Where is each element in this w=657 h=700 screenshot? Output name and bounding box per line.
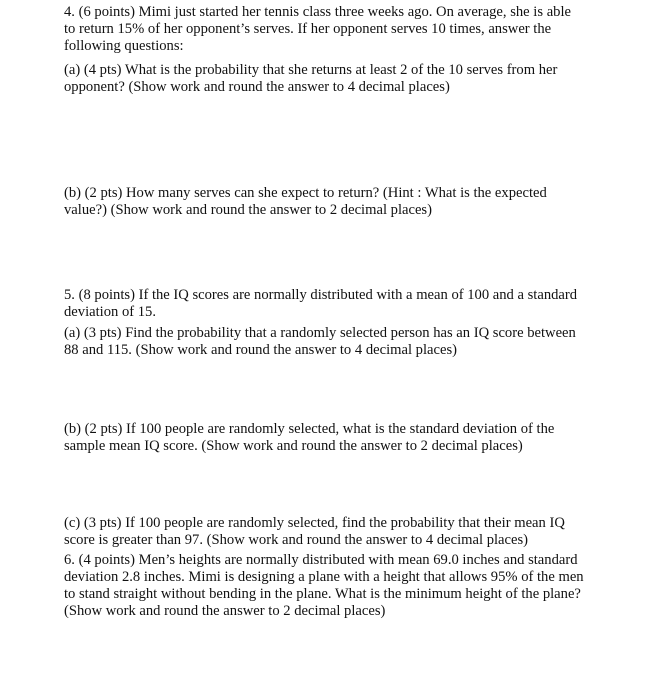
- question-4b: [64, 185, 594, 219]
- text-line: to return 15% of her opponent’s serves. If her opponent serves 10 times, answer the: [64, 21, 552, 37]
- text-line: following questions:: [64, 38, 184, 54]
- question-5b: [64, 421, 594, 455]
- text-line: 4. (6 points) Mimi just started her tennis class three weeks ago. On average, she is able: [64, 4, 571, 20]
- text-line: score is greater than 97. (Show work and round the answer to 4 decimal places): [64, 532, 529, 548]
- text-line: to stand straight without bending in the plane. What is the minimum height of the plane?: [64, 586, 581, 602]
- question-5c: [64, 515, 594, 549]
- text-line: sample mean IQ score. (Show work and round the answer to 2 decimal places): [64, 438, 523, 454]
- text-line: value?) (Show work and round the answer to 2 decimal places): [64, 202, 432, 218]
- text-line: (a) (3 pts) Find the probability that a randomly selected person has an IQ score between: [64, 325, 576, 341]
- text-line: 6. (4 points) Men’s heights are normally distributed with mean 69.0 inches and standard: [64, 552, 578, 568]
- question-4-stem: [64, 4, 594, 55]
- question-6-stem: [64, 552, 594, 620]
- question-5-stem: [64, 287, 594, 321]
- question-4a: [64, 62, 594, 96]
- text-line: 88 and 115. (Show work and round the answer to 4 decimal places): [64, 342, 457, 358]
- text-line: (b) (2 pts) If 100 people are randomly selected, what is the standard deviation of the: [64, 421, 555, 437]
- text-line: 5. (8 points) If the IQ scores are normally distributed with a mean of 100 and a standard: [64, 287, 578, 303]
- text-line: deviation of 15.: [64, 304, 157, 320]
- text-line: (a) (4 pts) What is the probability that she returns at least 2 of the 10 serves from her: [64, 62, 558, 78]
- text-line: (Show work and round the answer to 2 decimal places): [64, 603, 386, 619]
- question-5a: [64, 325, 594, 359]
- text-line: opponent? (Show work and round the answer to 4 decimal places): [64, 79, 450, 95]
- text-line: deviation 2.8 inches. Mimi is designing a plane with a height that allows 95% of the men: [64, 569, 584, 585]
- text-line: (c) (3 pts) If 100 people are randomly selected, find the probability that their mean IQ: [64, 515, 565, 531]
- text-line: (b) (2 pts) How many serves can she expect to return? (Hint : What is the expected: [64, 185, 547, 201]
